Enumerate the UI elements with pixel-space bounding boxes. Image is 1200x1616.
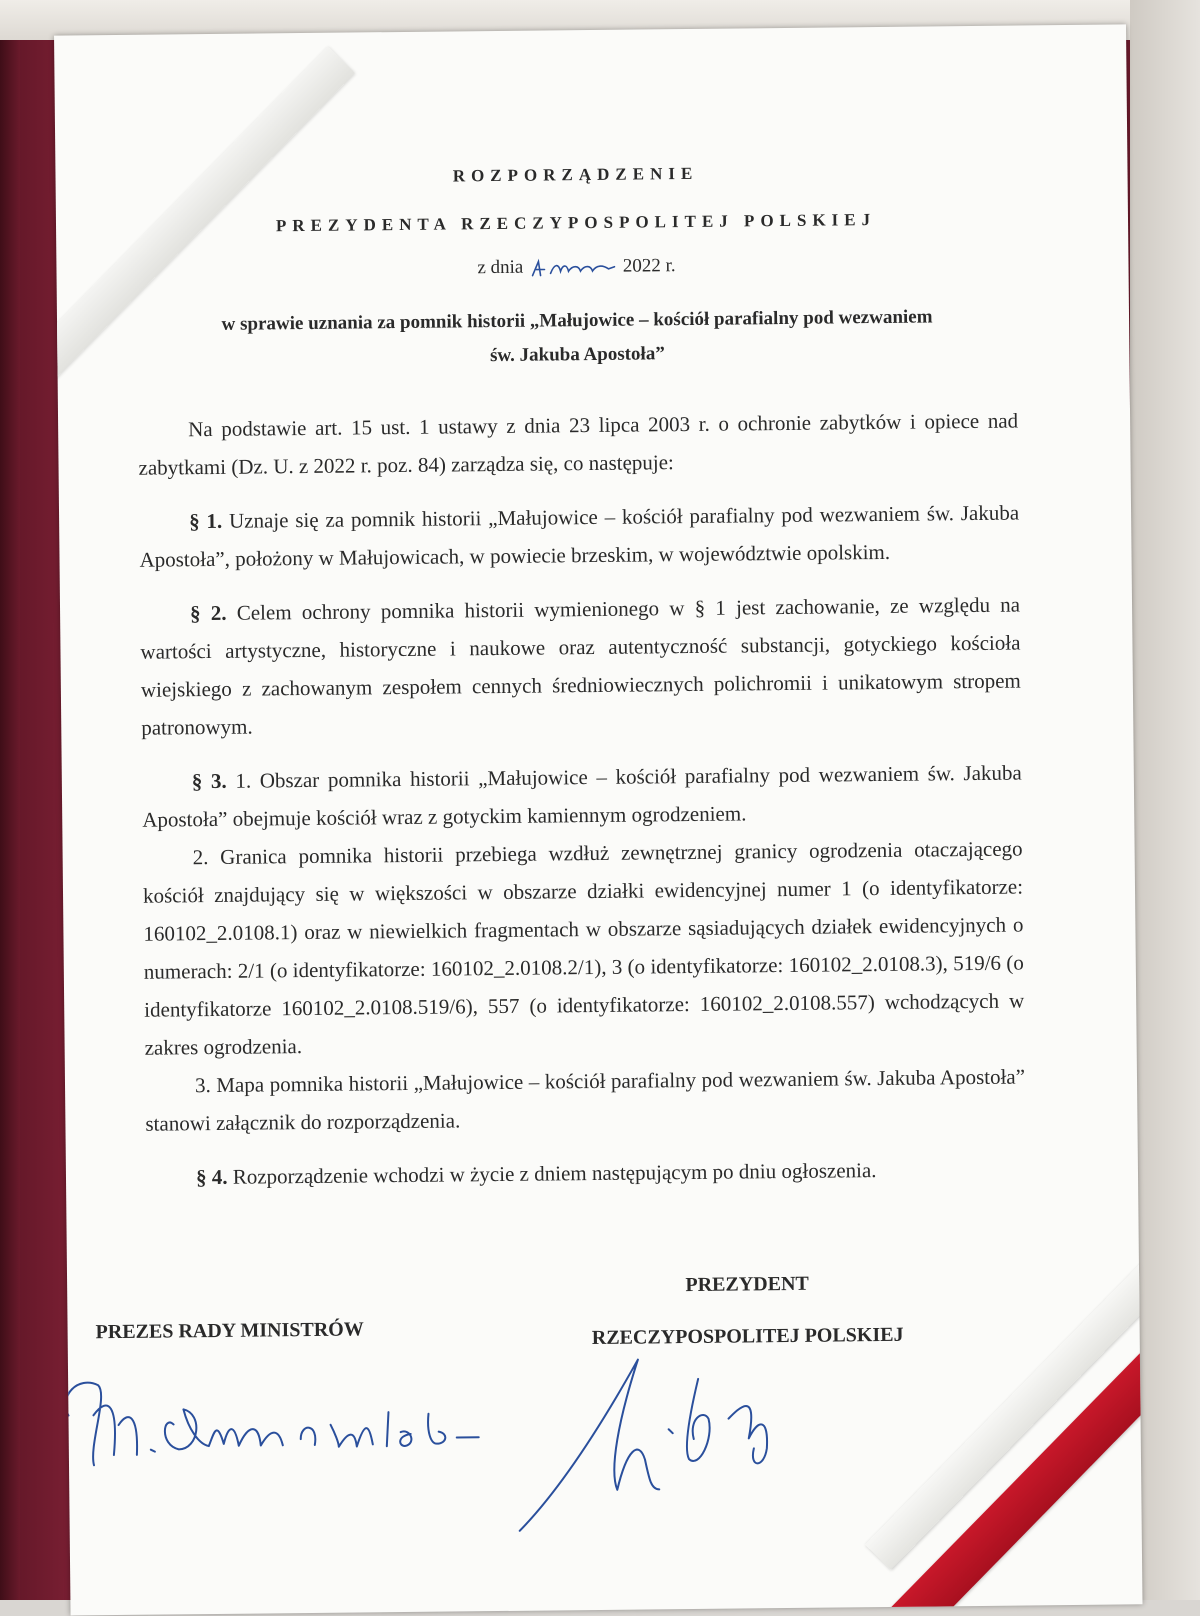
regulation-text <box>135 156 1026 1197</box>
section-3-mark: § 3. <box>191 768 227 794</box>
preamble: Na podstawie art. 15 ust. 1 ustawy z dnia 23 lipca 2003 r. o ochronie zabytków i opiece nad zabytkami (Dz. U. z 2022 r. poz. 84) zarządza się, co następuje: <box>138 408 1019 480</box>
section-2 <box>140 586 1022 747</box>
section-2-text: Celem ochrony pomnika historii wymienionego w § 1 jest zachowanie, ze względu na wartości artystyczne, historyczne i naukowe oraz autentyczność substancji, gotyckiego kościoła wiejskiego z zachowanym zespołem cennych średniowiecznych polichromii i unikatowym stropem patronowym. <box>140 592 1021 740</box>
section-1-text: Uznaje się za pomnik historii „Małujowice – kościół parafialny pod wezwaniem św. Jakuba Apostoła”, położony w Małujowicach, w powiecie brzeskim, w województwie opolskim. <box>139 500 1020 572</box>
handwritten-date <box>528 256 618 279</box>
president-title-line-1: PREZYDENT <box>685 1272 809 1297</box>
backdrop-right <box>1130 0 1200 1600</box>
date-prefix: z dnia <box>477 256 524 279</box>
subject-line-2: św. Jakuba Apostoła” <box>489 343 665 367</box>
prime-minister-title: PREZES RADY MINISTRÓW <box>95 1318 364 1344</box>
section-4 <box>146 1149 1026 1196</box>
section-3-point-1-text: 1. Obszar pomnika historii „Małujowice – kościół parafialny pod wezwaniem św. Jakuba Apostoła” obejmuje kościół wraz z gotyckim kamiennym ogrodzeniem. <box>142 760 1022 832</box>
doc-title: ROZPORZĄDZENIE <box>452 163 699 186</box>
section-2-mark: § 2. <box>189 600 227 626</box>
section-4-text: Rozporządzenie wchodzi w życie z dniem następującym po dniu ogłoszenia. <box>232 1158 877 1189</box>
section-4-mark: § 4. <box>195 1164 228 1190</box>
prime-minister-signature <box>54 1351 509 1486</box>
doc-date <box>136 248 1016 287</box>
date-year: 2022 r. <box>622 255 676 277</box>
paper-sheet <box>54 24 1142 1615</box>
section-3-point-2: 2. Granica pomnika historii przebiega wzdłuż zewnętrznej granicy ogrodzenia otaczającego kościół znajdujący się w większości w obszarze działki ewidencyjnej numer 1 (o identyfikatorze: 160102_2.0108.1) oraz w niewielkich fragmentach w obszarze sąsiadujących działek ewidencyjnych o numerach: 2/1 (o identyfikatorze: 160102_2.0108.2/1), 3 (o identyfikatorze: 160102_2.0108.3), 519/6 (o identyfikatorze 160102_2.0108.519/6), 557 (o identyfikatorze: 160102_2.0108.557) wchodzących w zakres ogrodzenia. <box>142 836 1025 1060</box>
president-signature <box>498 1338 800 1541</box>
folder-spine <box>0 0 20 1600</box>
president-title-line-2: RZECZYPOSPOLITEJ POLSKIEJ <box>591 1323 904 1350</box>
section-1 <box>139 494 1020 579</box>
section-1-mark: § 1. <box>188 508 223 534</box>
section-3-point-3: 3. Mapa pomnika historii „Małujowice – kościół parafialny pod wezwaniem św. Jakuba Apostoła” stanowi załącznik do rozporządzenia. <box>145 1064 1026 1136</box>
subject-line-1: w sprawie uznania za pomnik historii „Małujowice – kościół parafialny pod wezwaniem <box>221 306 933 335</box>
section-3-point-1 <box>142 754 1023 839</box>
doc-subject <box>137 300 1018 377</box>
doc-issuer: PREZYDENTA RZECZYPOSPOLITEJ POLSKIEJ <box>275 210 877 236</box>
